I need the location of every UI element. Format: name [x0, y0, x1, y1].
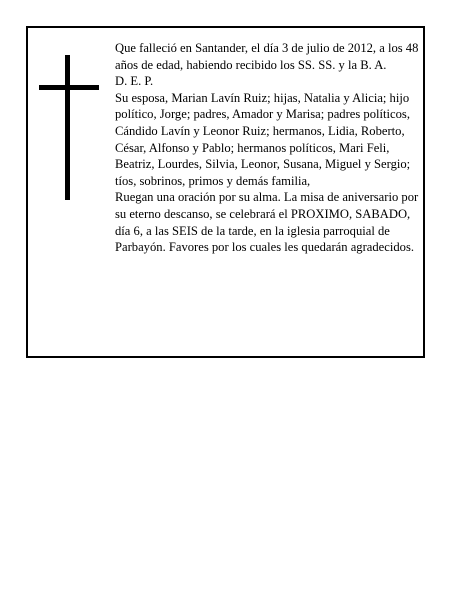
notice-text [115, 40, 425, 256]
notice-request: Ruegan una oración por su alma. La misa de aniversario por su eterno descanso, se celebrará el PROXIMO, SABADO, día 6, a las SEIS de la tarde, en la iglesia parroquial de Parbayón. Favores por los cuales les quedarán agradecidos. [115, 190, 419, 255]
cross-icon [39, 55, 99, 200]
cross-vertical-bar [65, 55, 70, 200]
notice-dep: D. E. P. [115, 74, 154, 89]
notice-intro: Que falleció en Santander, el día 3 de julio de 2012, a los 48 años de edad, habiendo recibido los SS. SS. y la B. A. [115, 41, 419, 72]
obituary-notice [26, 26, 425, 358]
cross-horizontal-bar [39, 85, 99, 90]
notice-family: Su esposa, Marian Lavín Ruiz; hijas, Natalia y Alicia; hijo político, Jorge; padres, Amador y Marisa; padres políticos, Cándido Lavín y Leonor Ruiz; hermanos, Lidia, Roberto, César, Alfonso y Pablo; hermanos políticos, Mari Feli, Beatriz, Lourdes, Silvia, Leonor, Susana, Miguel y Sergio; tíos, sobrinos, primos y demás familia, [115, 90, 411, 188]
